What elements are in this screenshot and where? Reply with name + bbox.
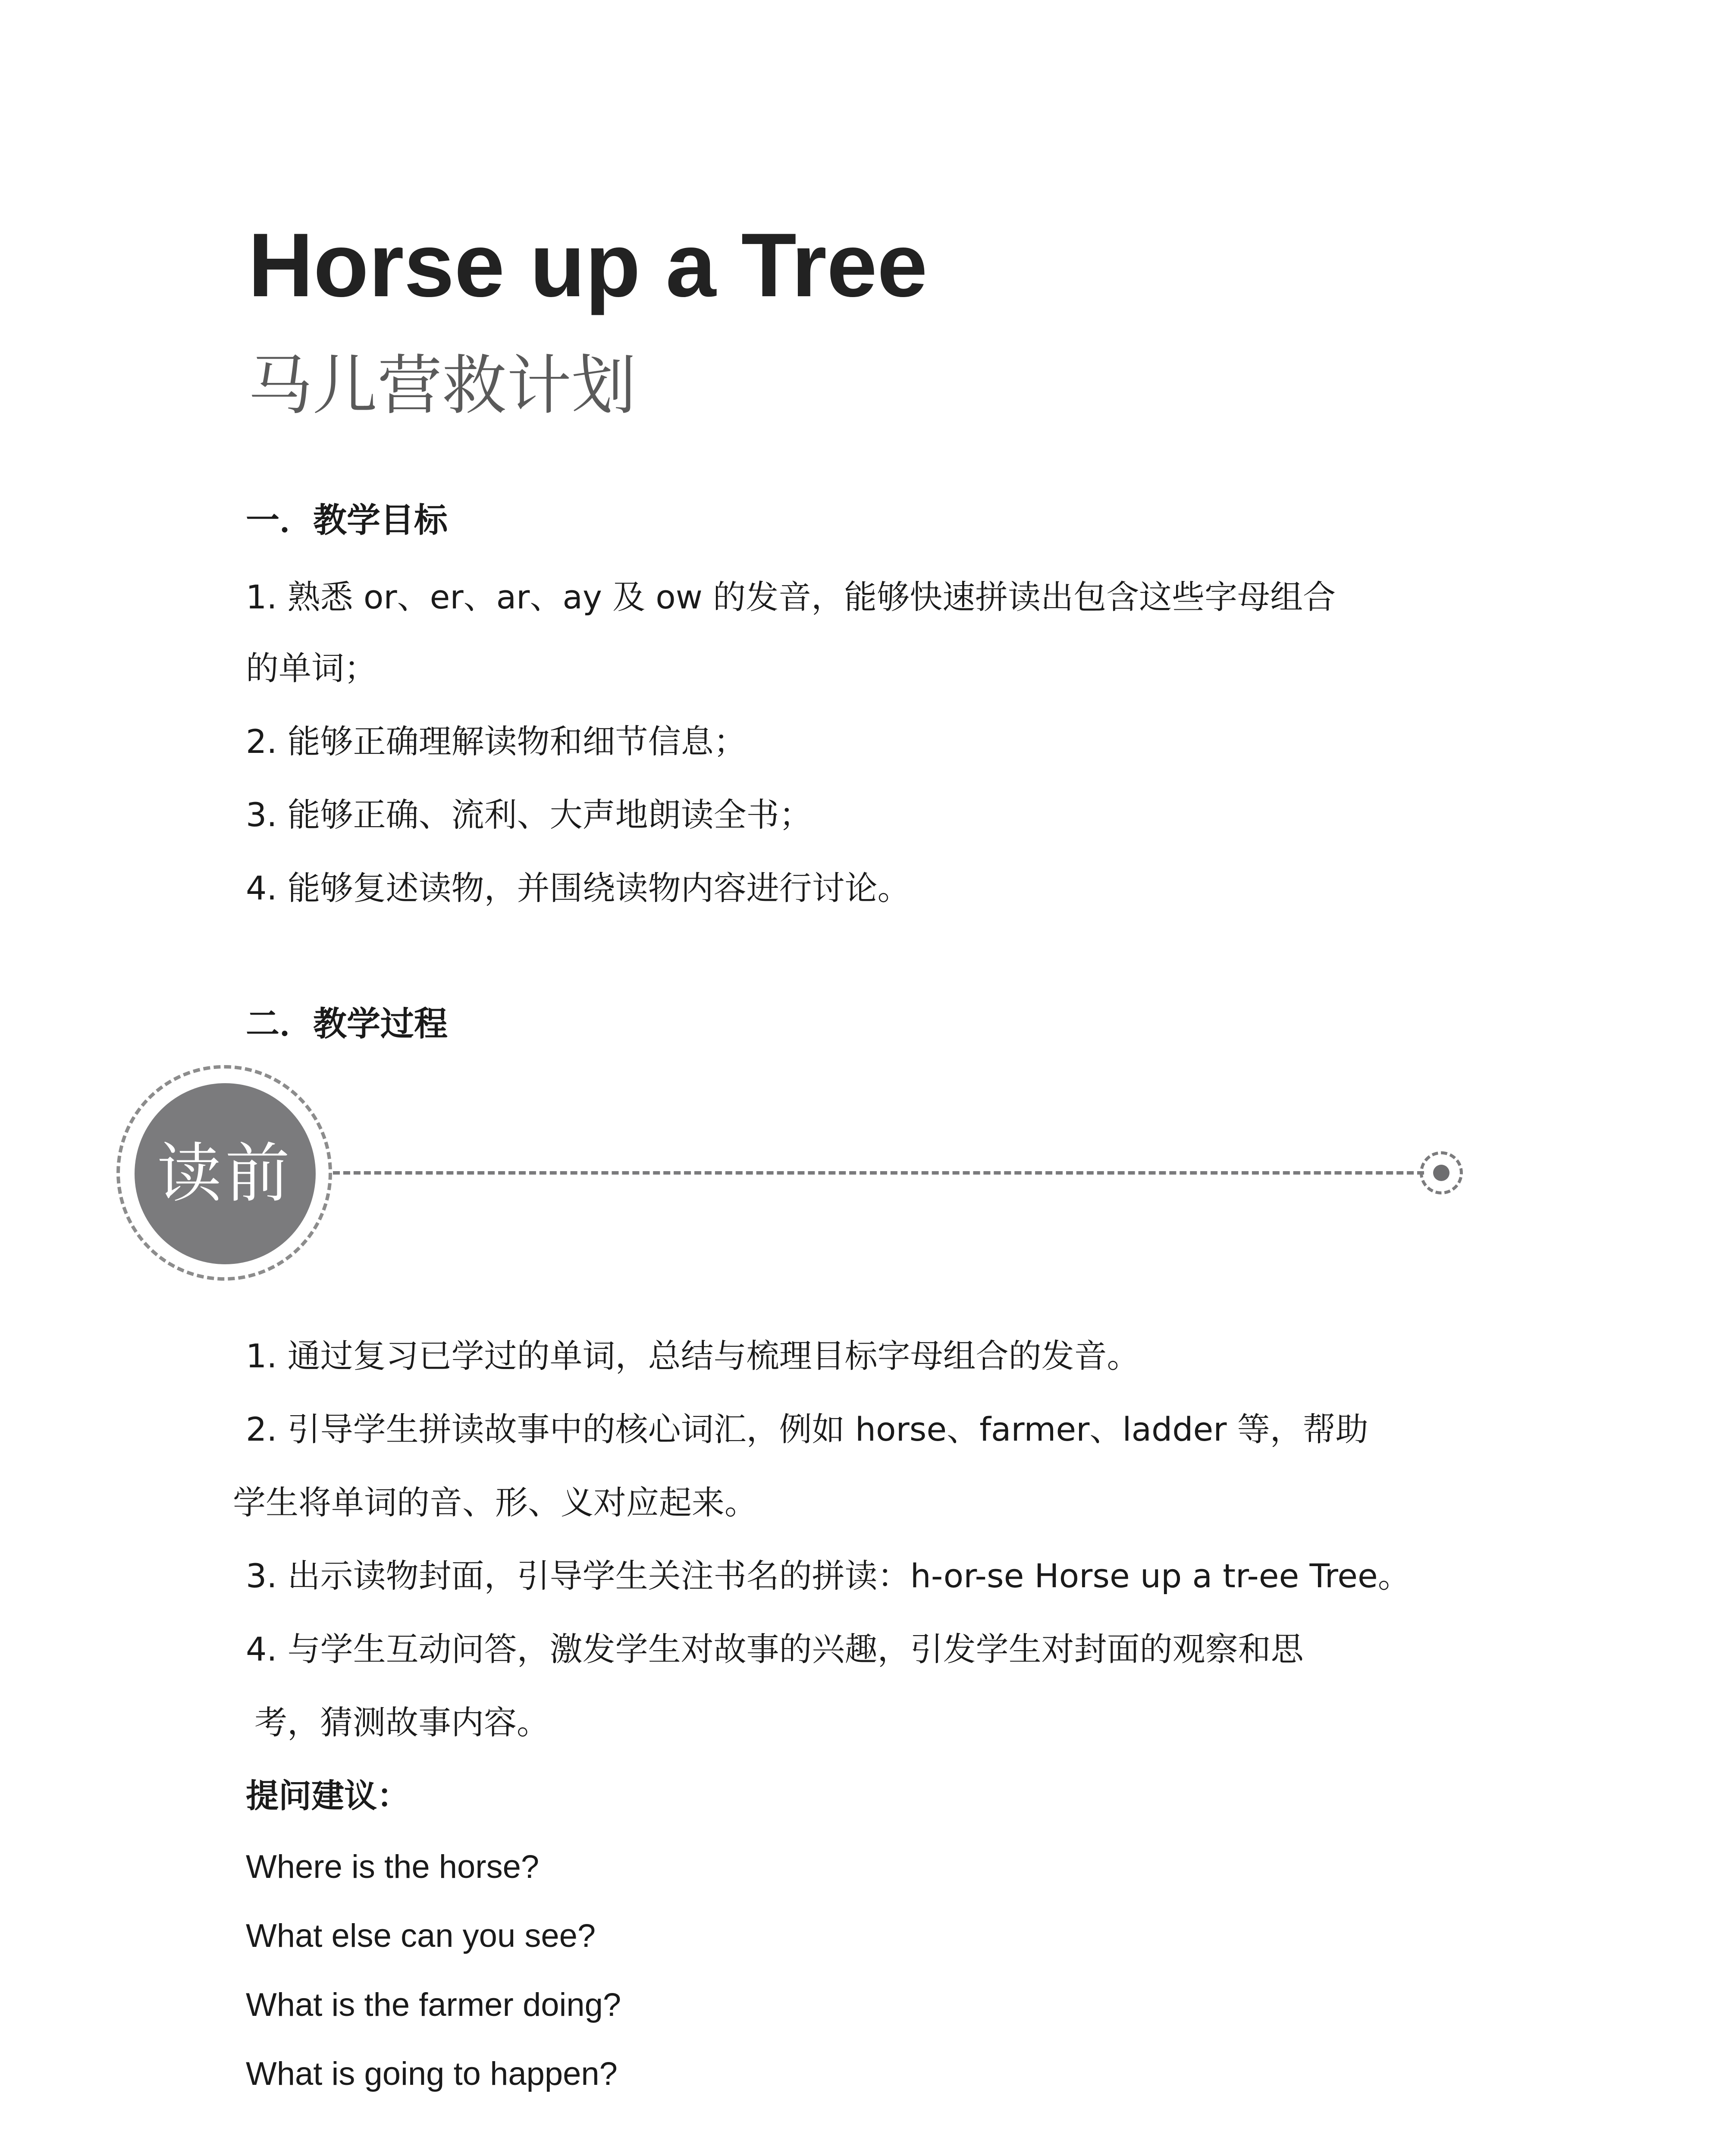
- page-subtitle: 马儿营救计划: [248, 348, 637, 423]
- objective-line-1: 1. 熟悉 or、er、ar、ay 及 ow 的发音，能够快速拼读出包含这些字母组合: [246, 578, 1336, 616]
- question-item-4: What is going to happen?: [246, 2056, 618, 2092]
- questions-heading: 提问建议：: [246, 1777, 410, 1815]
- stage-label: 读前: [157, 1136, 293, 1211]
- page-title: Horse up a Tree: [248, 214, 928, 316]
- process-line-2-cont: 学生将单词的音、形、义对应起来。: [233, 1483, 757, 1522]
- section-heading-process: 二．教学过程: [246, 1005, 448, 1044]
- question-item-2: What else can you see?: [246, 1918, 596, 1954]
- objective-line-2: 2. 能够正确理解读物和细节信息；: [246, 722, 747, 761]
- process-line-1: 1. 通过复习已学过的单词，总结与梳理目标字母组合的发音。: [246, 1337, 1140, 1375]
- process-line-3: 3. 出示读物封面，引导学生关注书名的拼读：h-or-se Horse up a tr-ee Tree。: [246, 1557, 1411, 1595]
- process-line-4-cont: 考，猜测故事内容。: [254, 1703, 549, 1742]
- stage-end-dot-icon: [1433, 1165, 1449, 1181]
- question-item-1: Where is the horse?: [246, 1849, 540, 1885]
- section-heading-objectives: 一．教学目标: [246, 501, 448, 540]
- objective-line-1-cont: 的单词；: [246, 649, 377, 687]
- stage-marker-pre-reading: [116, 1065, 1462, 1289]
- objective-line-3: 3. 能够正确、流利、大声地朗读全书；: [246, 796, 812, 834]
- stage-dashed-line: [333, 1171, 1424, 1175]
- objective-line-4: 4. 能够复述读物，并围绕读物内容进行讨论。: [246, 869, 910, 907]
- process-line-4: 4. 与学生互动问答，激发学生对故事的兴趣，引发学生对封面的观察和思: [246, 1630, 1304, 1668]
- process-line-2: 2. 引导学生拼读故事中的核心词汇，例如 horse、farmer、ladder 等，帮助: [246, 1410, 1368, 1448]
- question-item-3: What is the farmer doing?: [246, 1987, 621, 2023]
